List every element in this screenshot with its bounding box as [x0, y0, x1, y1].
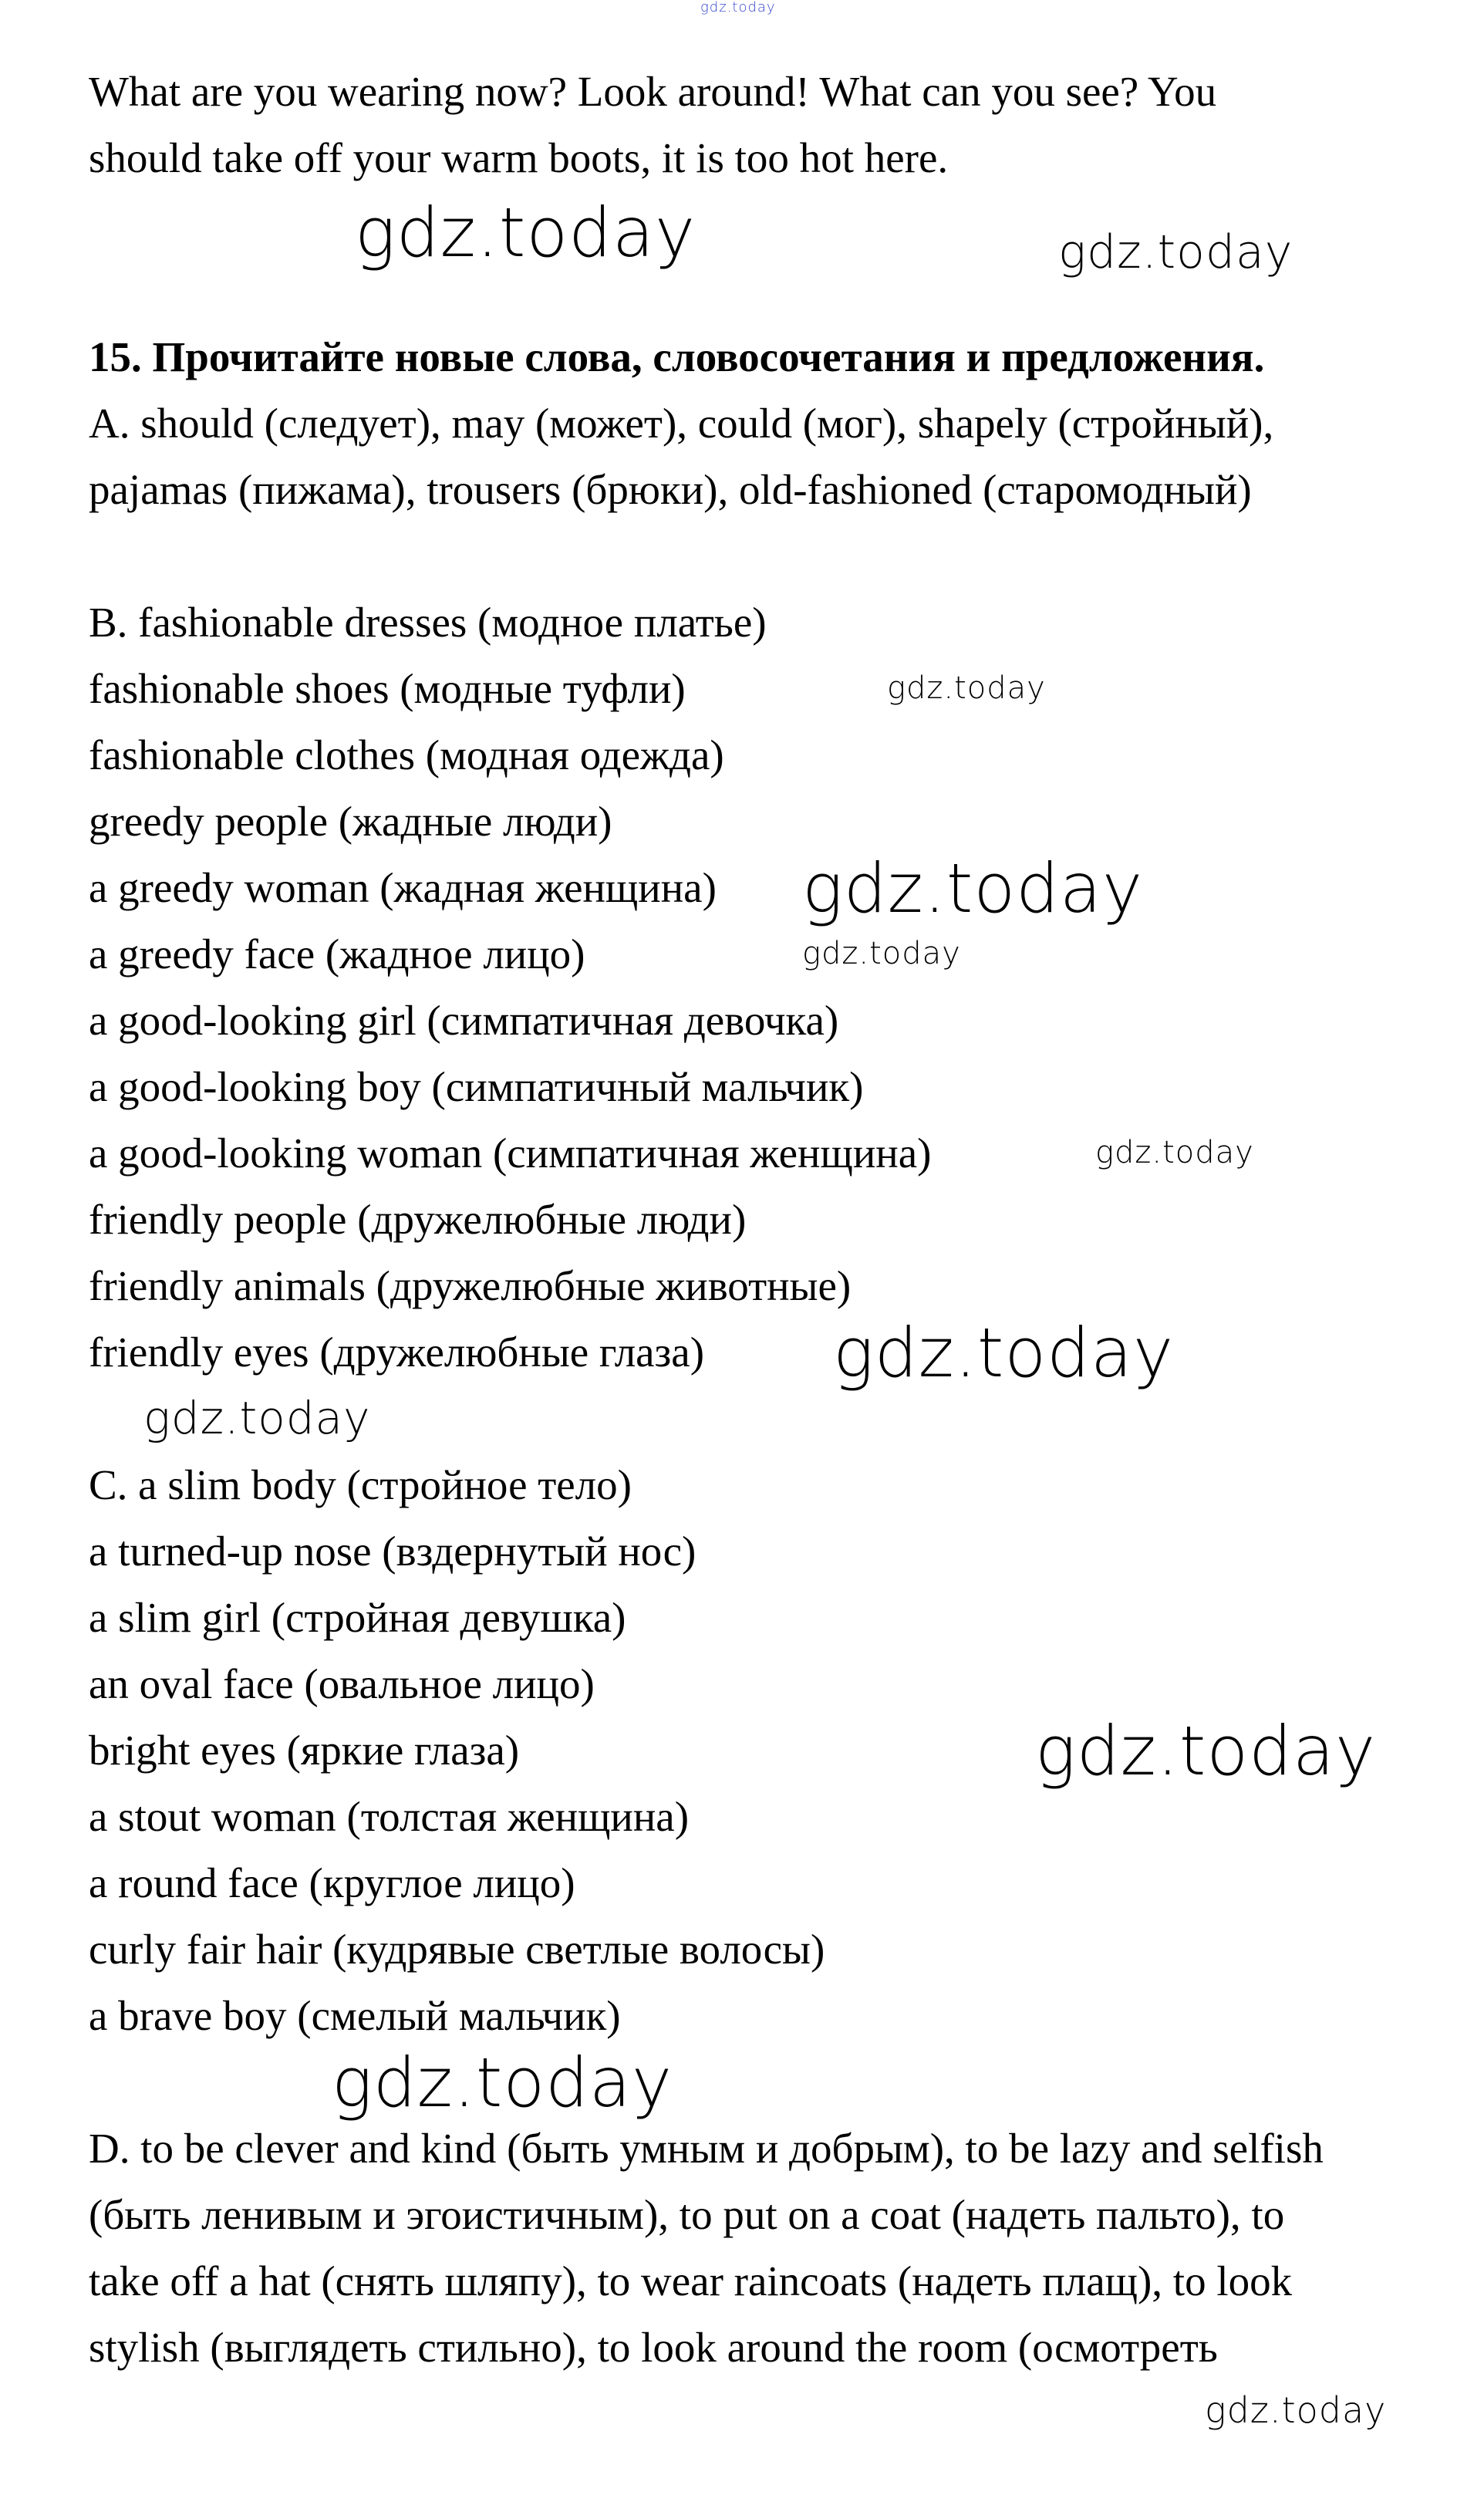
watermark: gdz.today: [332, 2043, 673, 2122]
watermark: gdz.today: [802, 849, 1144, 928]
exercise-heading: 15. Прочитайте новые слова, словосочетания и предложения.: [89, 333, 1265, 380]
section-b-line: fashionable clothes (модная одежда): [89, 731, 724, 778]
watermark: gdz.today: [887, 670, 1046, 706]
watermark: gdz.today: [1205, 2389, 1387, 2431]
section-b-line: a greedy woman (жадная женщина): [89, 864, 717, 911]
document-page: [89, 59, 1446, 2381]
section-c-line: a slim girl (стройная девушка): [89, 1594, 626, 1641]
section-c-line: C. a slim body (стройное тело): [89, 1461, 632, 1508]
section-b-line: greedy people (жадные люди): [89, 798, 612, 845]
section-b-line: B. fashionable dresses (модное платье): [89, 599, 767, 646]
watermark: gdz.today: [1095, 1135, 1254, 1170]
section-b-line: friendly people (дружелюбные люди): [89, 1196, 747, 1243]
watermark: gdz.today: [802, 936, 961, 971]
watermark: gdz.today: [1058, 225, 1293, 279]
section-b-line: a good-looking girl (симпатичная девочка): [89, 997, 839, 1044]
section-a-line: pajamas (пижама), trousers (брюки), old-fashioned (старомодный): [89, 466, 1252, 513]
intro-line: What are you wearing now? Look around! What can you see? You: [89, 68, 1217, 115]
watermark: gdz.today: [1035, 1711, 1377, 1791]
section-a-line: A. should (следует), may (может), could (мог), shapely (стройный),: [89, 400, 1274, 447]
section-b-line: a good-looking woman (симпатичная женщина): [89, 1129, 932, 1177]
watermark: gdz.today: [355, 193, 696, 272]
watermark: gdz.today: [143, 1392, 371, 1444]
section-c-line: curly fair hair (кудрявые светлые волосы): [89, 1926, 825, 1973]
intro-line: should take off your warm boots, it is too hot here.: [89, 134, 949, 181]
section-c-line: a stout woman (толстая женщина): [89, 1793, 690, 1840]
section-c-line: a brave boy (смелый мальчик): [89, 1992, 621, 2039]
section-d-line: (быть ленивым и эгоистичным), to put on a coat (надеть пальто), to: [89, 2191, 1285, 2238]
section-b-line: friendly animals (дружелюбные животные): [89, 1262, 852, 1309]
watermark: gdz.today: [700, 0, 776, 15]
watermark: gdz.today: [833, 1313, 1175, 1393]
section-d-line: take off a hat (снять шляпу), to wear raincoats (надеть плащ), to look: [89, 2257, 1293, 2304]
section-c-line: a round face (круглое лицо): [89, 1859, 575, 1906]
section-d-line: stylish (выглядеть стильно), to look around the room (осмотреть: [89, 2324, 1218, 2371]
section-b-line: fashionable shoes (модные туфли): [89, 665, 686, 712]
section-b-line: friendly eyes (дружелюбные глаза): [89, 1329, 705, 1376]
section-b-line: a greedy face (жадное лицо): [89, 930, 585, 977]
section-d-line: D. to be clever and kind (быть умным и добрым), to be lazy and selfish: [89, 2125, 1324, 2172]
section-c-line: a turned-up nose (вздернутый нос): [89, 1528, 696, 1575]
section-c-line: an oval face (овальное лицо): [89, 1660, 595, 1707]
section-b-line: a good-looking boy (симпатичный мальчик): [89, 1063, 864, 1110]
section-c-line: bright eyes (яркие глаза): [89, 1727, 520, 1774]
